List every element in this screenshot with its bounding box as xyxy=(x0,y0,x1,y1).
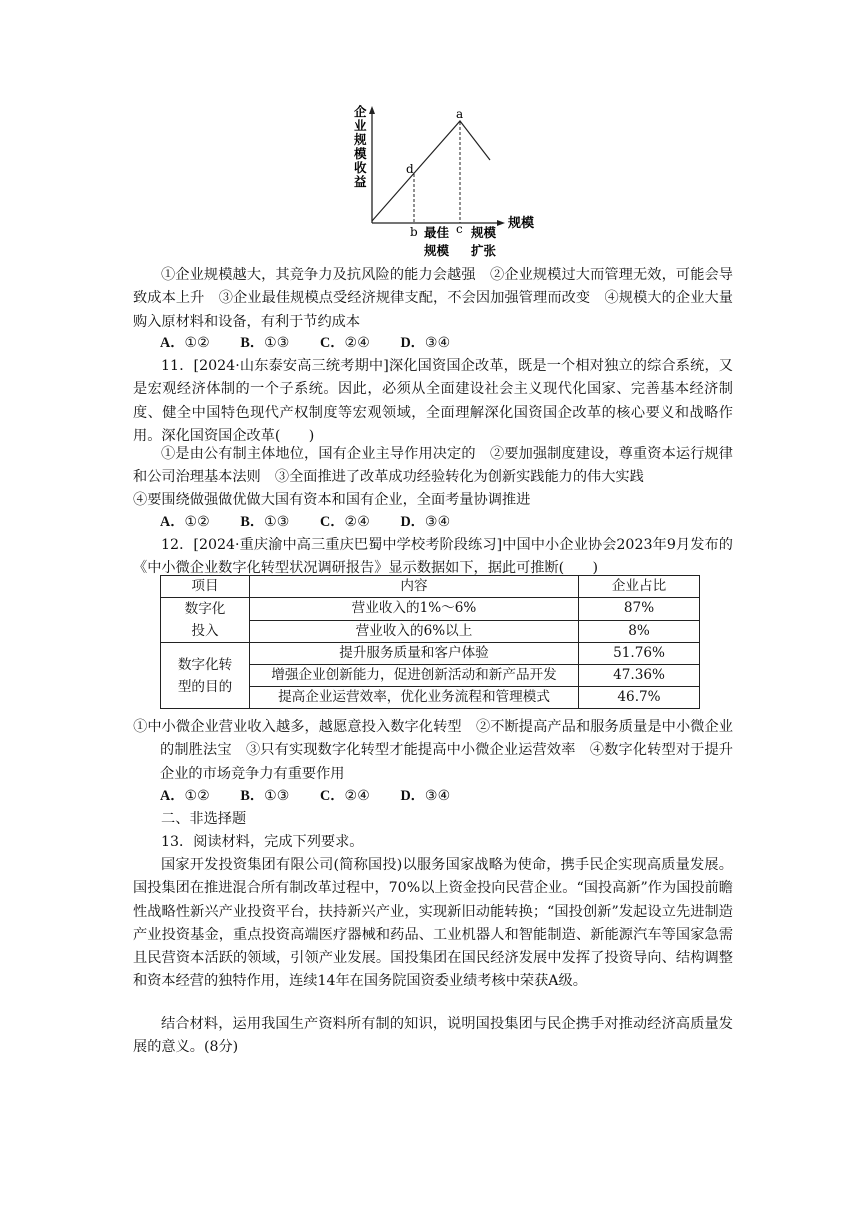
row-content: 营业收入的6%以上 xyxy=(250,620,579,643)
q13-question: 结合材料，运用我国生产资料所有制的知识，说明国投集团与民企携手对推动经济高质量发展的意义。(8分) xyxy=(133,1016,733,1056)
optimal-label-2: 规模 xyxy=(424,243,450,258)
q10-option-d[interactable]: D．③④ xyxy=(400,335,451,351)
group-transformation-purpose: 数字化转 型的目的 xyxy=(161,643,250,709)
table-row xyxy=(161,598,700,621)
q12-option-d[interactable]: D．③④ xyxy=(400,788,451,804)
q13-material: 国家开发投资集团有限公司(简称国投)以服务国家战略为使命，携手民企实现高质量发展。国投集团在推进混合所有制改革过程中，70%以上资金投向民营企业。“国投高新”作为国投前瞻性战略性新兴产业投资平台，扶持新兴产业，实现新旧动能转换；“国投创新”发起设立先进制造产业投资基金，重点投资高端医疗器械和药品、工业机器人和智能制造、新能源汽车等国家急需且民营资本活跃的领域，引领产业发展。国投集团在国民经济发展中发挥了投资导向、结构调整和资本经营的独特作用，连续14年在国务院国资委业绩考核中荣获A级。 xyxy=(133,857,733,990)
row-share: 47.36% xyxy=(579,665,700,687)
q10-option-b[interactable]: B．①③ xyxy=(240,335,290,351)
row-content: 增强企业创新能力，促进创新活动和新产品开发 xyxy=(250,665,579,687)
tick-c-label: c xyxy=(456,222,463,236)
q10-statements: ①企业规模越大，其竞争力及抗风险的能力会越强 ②企业规模过大而管理无效，可能会导致成本上升 ③企业最佳规模点受经济规律支配，不会因加强管理而改变 ④规模大的企业大量购入原材料和设备，有利于节约成本 xyxy=(133,267,733,330)
row-content: 营业收入的1%～6% xyxy=(250,598,579,621)
q10-option-c[interactable]: C．②④ xyxy=(320,335,370,351)
return-curve xyxy=(372,121,490,221)
section-heading: 二、非选择题 xyxy=(161,811,247,827)
expand-label-2: 扩张 xyxy=(471,243,497,258)
header-item: 项目 xyxy=(161,576,250,598)
header-share: 企业占比 xyxy=(579,576,700,598)
row-share: 46.7% xyxy=(579,687,700,709)
q11-options xyxy=(160,511,476,534)
row-share: 51.76% xyxy=(579,643,700,665)
q11-option-d[interactable]: D．③④ xyxy=(400,514,451,530)
scale-return-diagram xyxy=(340,100,570,268)
expand-label-1: 规模 xyxy=(471,225,497,240)
q12-option-a[interactable]: A．①② xyxy=(160,788,210,804)
row-content: 提升服务质量和客户体验 xyxy=(250,643,579,665)
q12-statements: ①中小微企业营业收入越多，越愿意投入数字化转型 ②不断提高产品和服务质量是中小微企业的制胜法宝 ③只有实现数字化转型才能提高中小微企业运营效率 ④数字化转型对于提升企业的市场竞争力有重要作用 xyxy=(133,719,733,782)
row-share: 87% xyxy=(579,598,700,621)
q12-options xyxy=(160,785,476,808)
q11-option-c[interactable]: C．②④ xyxy=(320,514,370,530)
q11-stem: 11．[2024·山东泰安高三统考期中]深化国资国企改革，既是一个相对独立的综合系统，又是宏观经济体制的一个子系统。因此，必须从全面建设社会主义现代化国家、完善基本经济制度、健全中国特色现代产权制度等宏观领域，全面理解深化国资国企改革的核心要义和战略作用。深化国资国企改革( ) xyxy=(133,358,733,444)
row-share: 8% xyxy=(579,620,700,643)
q11-statements-2: ④要围绕做强做优做大国有资本和国有企业，全面考量协调推进 xyxy=(133,492,531,508)
table-row xyxy=(161,643,700,665)
x-axis-label: 规模 xyxy=(508,216,535,231)
table-header-row xyxy=(161,576,700,598)
x-axis-arrow xyxy=(497,220,505,226)
point-a-label: a xyxy=(456,107,464,121)
header-content: 内容 xyxy=(250,576,579,598)
optimal-label-1: 最佳 xyxy=(424,225,450,240)
point-d-label: d xyxy=(406,162,414,176)
row-content: 提高企业运营效率，优化业务流程和管理模式 xyxy=(250,687,579,709)
tick-b-label: b xyxy=(410,225,418,239)
q12-stem: 12．[2024·重庆渝中高三重庆巴蜀中学校考阶段练习]中国中小企业协会2023年9月发布的《中小微企业数字化转型状况调研报告》显示数据如下，据此可推断( ) xyxy=(133,537,733,577)
q11-option-a[interactable]: A．①② xyxy=(160,514,210,530)
q10-options xyxy=(160,332,476,355)
q12-option-c[interactable]: C．②④ xyxy=(320,788,370,804)
q12-option-b[interactable]: B．①③ xyxy=(240,788,290,804)
q11-option-b[interactable]: B．①③ xyxy=(240,514,290,530)
q12-data-table xyxy=(160,575,700,709)
q11-statements-1: ①是由公有制主体地位，国有企业主导作用决定的 ②要加强制度建设，尊重资本运行规律和公司治理基本法则 ③全面推进了改革成功经验转化为创新实践能力的伟大实践 xyxy=(133,446,733,486)
q13-stem: 13．阅读材料，完成下列要求。 xyxy=(161,834,364,850)
y-axis-label: 企业规模收益 xyxy=(354,104,367,189)
q10-option-a[interactable]: A．①② xyxy=(160,335,210,351)
y-axis-arrow xyxy=(369,106,375,114)
group-digital-input: 数字化 投入 xyxy=(161,598,250,643)
